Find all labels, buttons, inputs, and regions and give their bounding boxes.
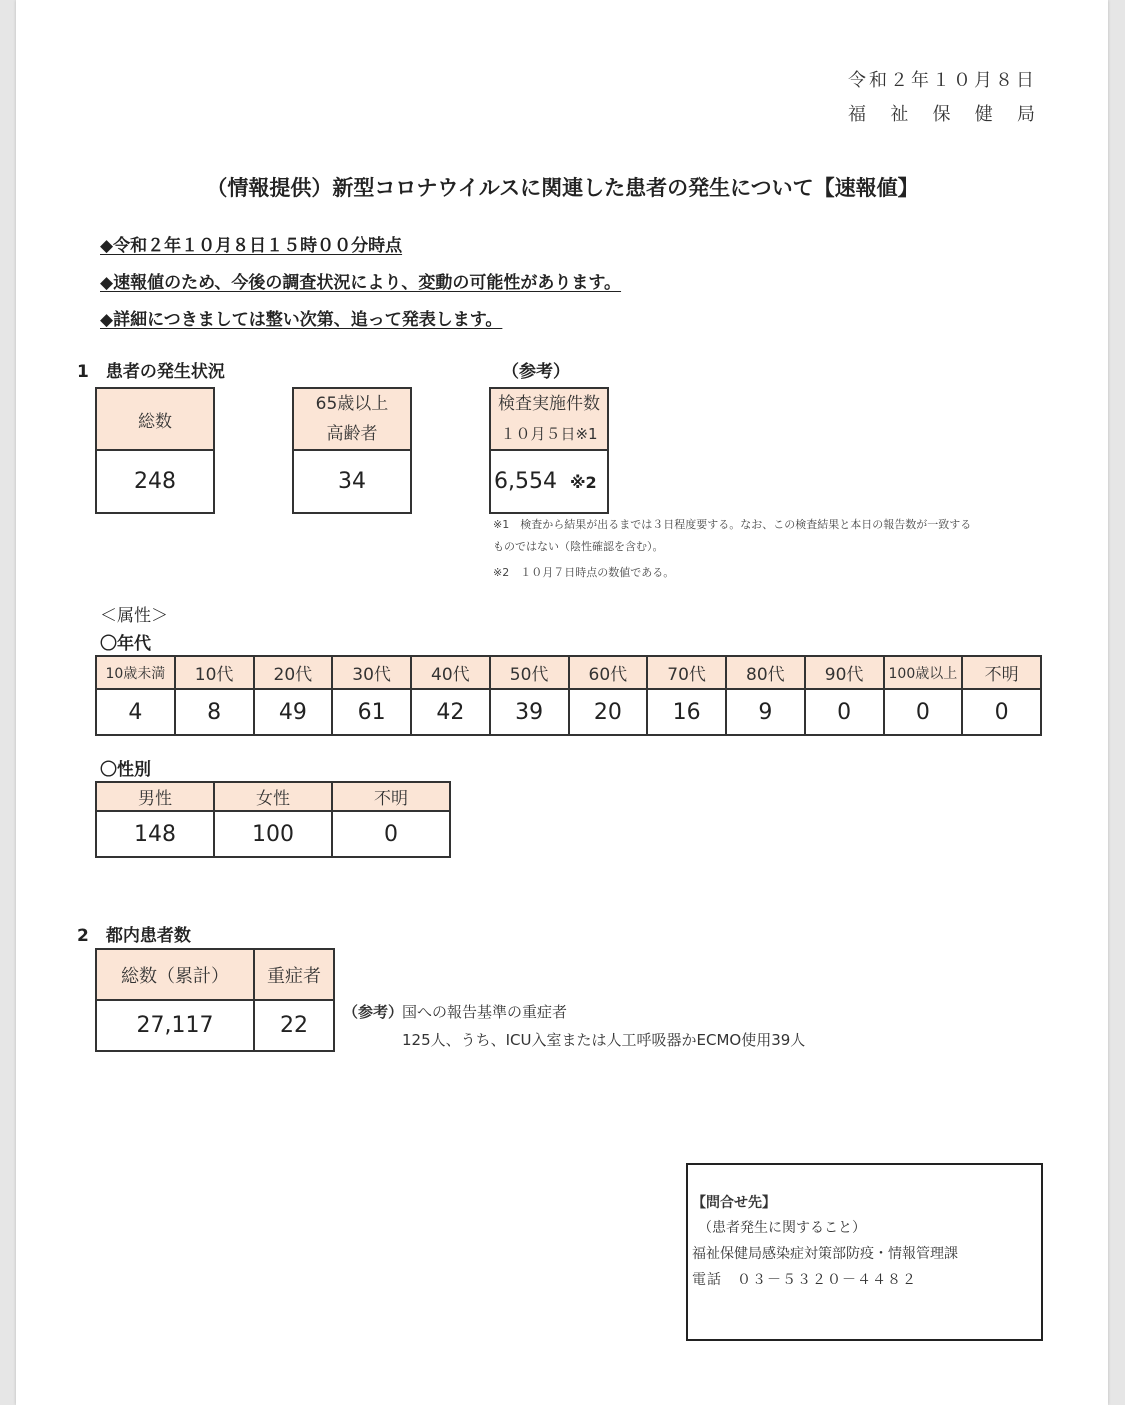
sex-header-2: 不明 xyxy=(332,782,450,811)
sex-value-2: 0 xyxy=(332,811,450,857)
age-header-3: 30代 xyxy=(332,656,411,689)
attributes-heading: ＜属性＞ xyxy=(100,606,168,626)
tests-header-line1: 検査実施件数 xyxy=(498,394,600,414)
age-value-5: 39 xyxy=(490,689,569,735)
tests-value-cell xyxy=(490,450,608,513)
elderly-patients-table xyxy=(292,387,412,514)
contact-phone: 電話 ０３－５３２０－４４８２ xyxy=(692,1272,917,1288)
section1-heading: 1 患者の発生状況 xyxy=(77,362,225,382)
age-header-11: 不明 xyxy=(962,656,1041,689)
age-header-5: 50代 xyxy=(490,656,569,689)
tokyo-patients-table xyxy=(95,948,335,1052)
bullet-details-note: ◆詳細につきましては整い次第、追って発表します。 xyxy=(100,310,503,330)
total-patients-header: 総数 xyxy=(96,388,214,450)
sex-value-1: 100 xyxy=(214,811,332,857)
contact-title: 【問合せ先】 xyxy=(692,1195,776,1211)
contact-department: 福祉保健局感染症対策部防疫・情報管理課 xyxy=(692,1246,958,1262)
age-header-8: 80代 xyxy=(726,656,805,689)
age-heading: 〇年代 xyxy=(100,634,151,654)
age-header-1: 10代 xyxy=(175,656,254,689)
tests-header xyxy=(490,388,608,450)
footnote-1-line2: ものではない（陰性確認を含む）。 xyxy=(493,540,664,553)
contact-subject: （患者発生に関すること） xyxy=(698,1220,866,1236)
age-value-7: 16 xyxy=(647,689,726,735)
age-value-9: 0 xyxy=(805,689,884,735)
bullet-timestamp: ◆令和２年１０月８日１５時００分時点 xyxy=(100,236,403,256)
elderly-header-line2: 高齢者 xyxy=(326,424,378,444)
age-value-10: 0 xyxy=(884,689,963,735)
cumulative-total-header: 総数（累計） xyxy=(96,949,254,1000)
tests-header-line2: １０月５日※1 xyxy=(500,425,598,443)
tests-table xyxy=(489,387,609,514)
age-header-2: 20代 xyxy=(254,656,333,689)
document-title: （情報提供）新型コロナウイルスに関連した患者の発生について【速報値】 xyxy=(206,176,919,200)
age-value-6: 20 xyxy=(569,689,648,735)
age-header-7: 70代 xyxy=(647,656,726,689)
sex-value-0: 148 xyxy=(96,811,214,857)
severe-value: 22 xyxy=(254,1000,334,1051)
severe-header: 重症者 xyxy=(254,949,334,1000)
age-table xyxy=(95,655,1042,736)
cumulative-total-value: 27,117 xyxy=(96,1000,254,1051)
age-value-0: 4 xyxy=(96,689,175,735)
section2-reference-line1: 国への報告基準の重症者 xyxy=(402,1003,568,1021)
age-header-10: 100歳以上 xyxy=(884,656,963,689)
elderly-header-line1: 65歳以上 xyxy=(315,394,389,414)
age-value-11: 0 xyxy=(962,689,1041,735)
tests-value: 6,554 xyxy=(494,469,557,494)
sex-header-1: 女性 xyxy=(214,782,332,811)
age-header-9: 90代 xyxy=(805,656,884,689)
sex-table xyxy=(95,781,451,858)
section2-heading: 2 都内患者数 xyxy=(77,926,191,946)
age-header-0: 10歳未満 xyxy=(96,656,175,689)
sex-heading: 〇性別 xyxy=(100,760,151,780)
footnote-2: ※2 １０月７日時点の数値である。 xyxy=(493,566,675,579)
age-value-3: 61 xyxy=(332,689,411,735)
age-value-8: 9 xyxy=(726,689,805,735)
age-value-1: 8 xyxy=(175,689,254,735)
document-date: 令和２年１０月８日 xyxy=(848,70,1037,91)
age-value-4: 42 xyxy=(411,689,490,735)
issuing-department: 福祉保健局 xyxy=(848,104,1038,125)
total-patients-table xyxy=(95,387,215,514)
bullet-preliminary-note: ◆速報値のため、今後の調査状況により、変動の可能性があります。 xyxy=(100,273,622,293)
elderly-patients-value: 34 xyxy=(293,450,411,513)
contact-box xyxy=(686,1163,1043,1341)
age-value-2: 49 xyxy=(254,689,333,735)
elderly-patients-header xyxy=(293,388,411,450)
reference-label: （参考） xyxy=(502,362,570,382)
tests-value-note: ※2 xyxy=(569,473,597,492)
age-header-6: 60代 xyxy=(569,656,648,689)
age-header-4: 40代 xyxy=(411,656,490,689)
sex-header-0: 男性 xyxy=(96,782,214,811)
footnote-1-line1: ※1 検査から結果が出るまでは３日程度要する。なお、この検査結果と本日の報告数が一致する xyxy=(493,518,972,531)
total-patients-value: 248 xyxy=(96,450,214,513)
section2-reference-line2: 125人、うち、ICU入室または人工呼吸器かECMO使用39人 xyxy=(402,1031,806,1049)
section2-reference-label: （参考） xyxy=(343,1003,404,1021)
